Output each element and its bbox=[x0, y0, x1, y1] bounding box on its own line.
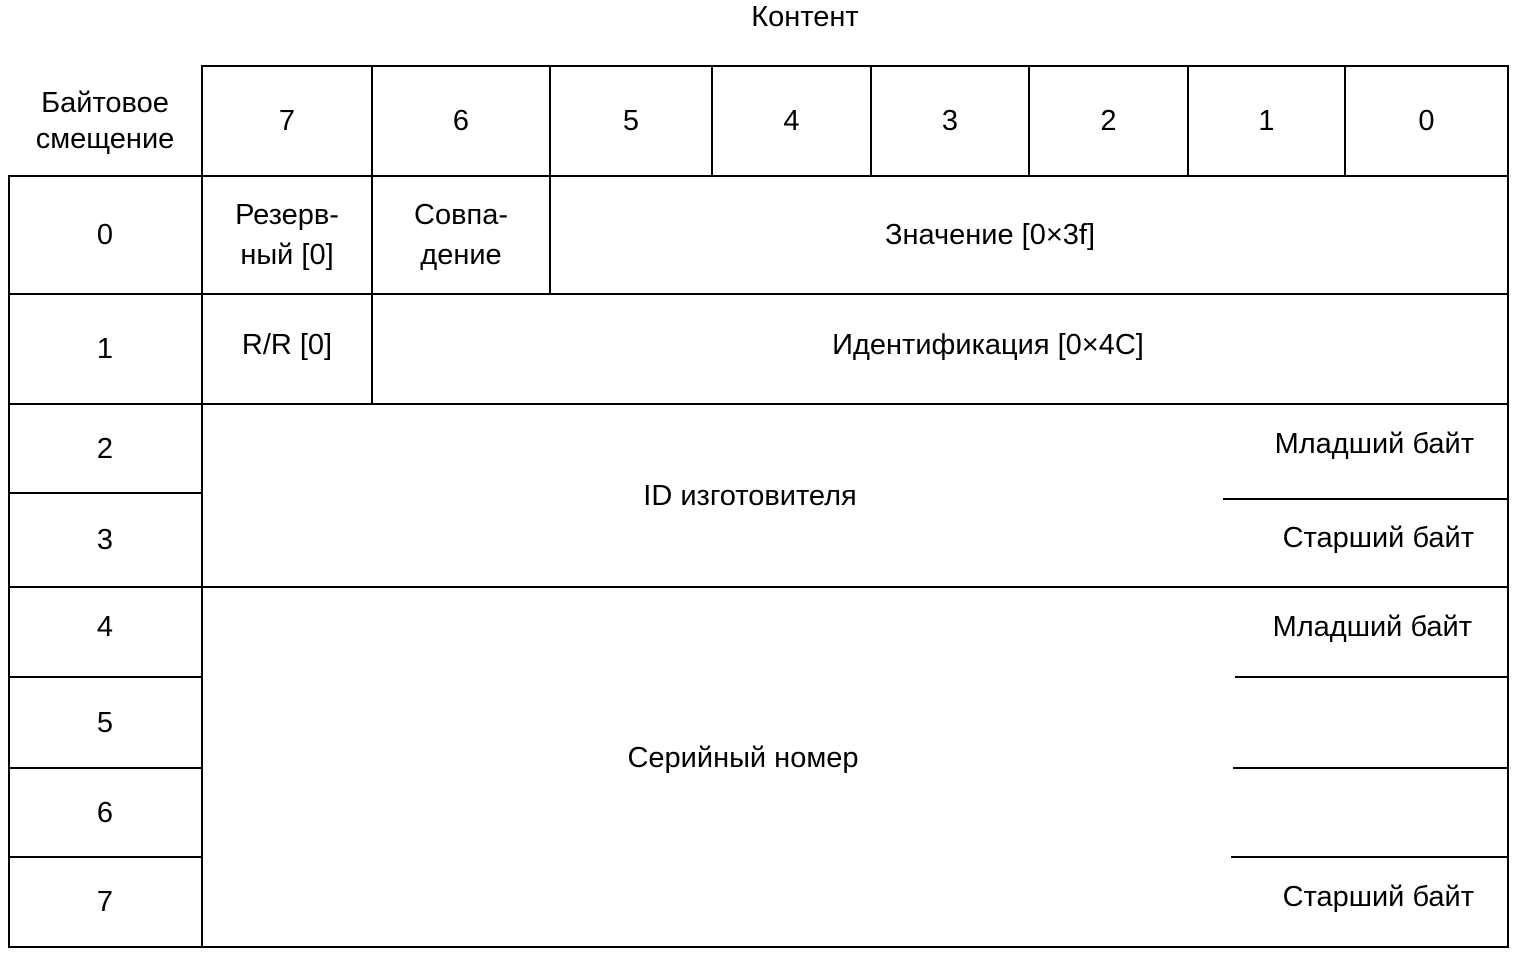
bit-6-label: 6 bbox=[452, 105, 470, 137]
bit-5-label: 5 bbox=[622, 105, 640, 137]
offset-6: 6 bbox=[96, 796, 114, 829]
match-field: Совпа- дение bbox=[414, 199, 508, 271]
diagram-title: Контент bbox=[751, 1, 859, 33]
low-byte-label-serial: Младший байт bbox=[1272, 611, 1472, 643]
offset-4: 4 bbox=[96, 611, 114, 643]
offset-3: 3 bbox=[96, 524, 114, 556]
bit-4-label: 4 bbox=[783, 105, 800, 137]
manufacturer-id-field: ID изготовителя bbox=[643, 479, 857, 512]
bit-7-label: 7 bbox=[278, 105, 296, 137]
offset-5: 5 bbox=[96, 706, 114, 739]
value-field: Значение [0×3f] bbox=[884, 219, 1096, 251]
rr-field: R/R [0] bbox=[241, 329, 333, 361]
bit-0-label: 0 bbox=[1418, 105, 1435, 137]
offset-1: 1 bbox=[96, 333, 114, 365]
offset-2: 2 bbox=[96, 432, 114, 465]
serial-number-field: Серийный номер bbox=[627, 742, 859, 774]
offset-0: 0 bbox=[96, 219, 114, 251]
low-byte-label-id: Младший байт bbox=[1274, 428, 1474, 460]
high-byte-label-serial: Старший байт bbox=[1282, 881, 1474, 913]
byte-offset-header: Байтовое смещение bbox=[35, 87, 175, 155]
offset-7: 7 bbox=[96, 886, 114, 918]
line-table-bottom bbox=[8, 946, 1509, 948]
bit-2-label: 2 bbox=[1100, 105, 1117, 137]
line-right-edge bbox=[1507, 65, 1509, 948]
bit-1-label: 1 bbox=[1258, 105, 1275, 137]
identification-field: Идентификация [0×4C] bbox=[832, 329, 1144, 361]
reserved-field: Резерв- ный [0] bbox=[235, 199, 339, 271]
bit-3-label: 3 bbox=[941, 105, 959, 137]
high-byte-label-id: Старший байт bbox=[1282, 522, 1474, 554]
